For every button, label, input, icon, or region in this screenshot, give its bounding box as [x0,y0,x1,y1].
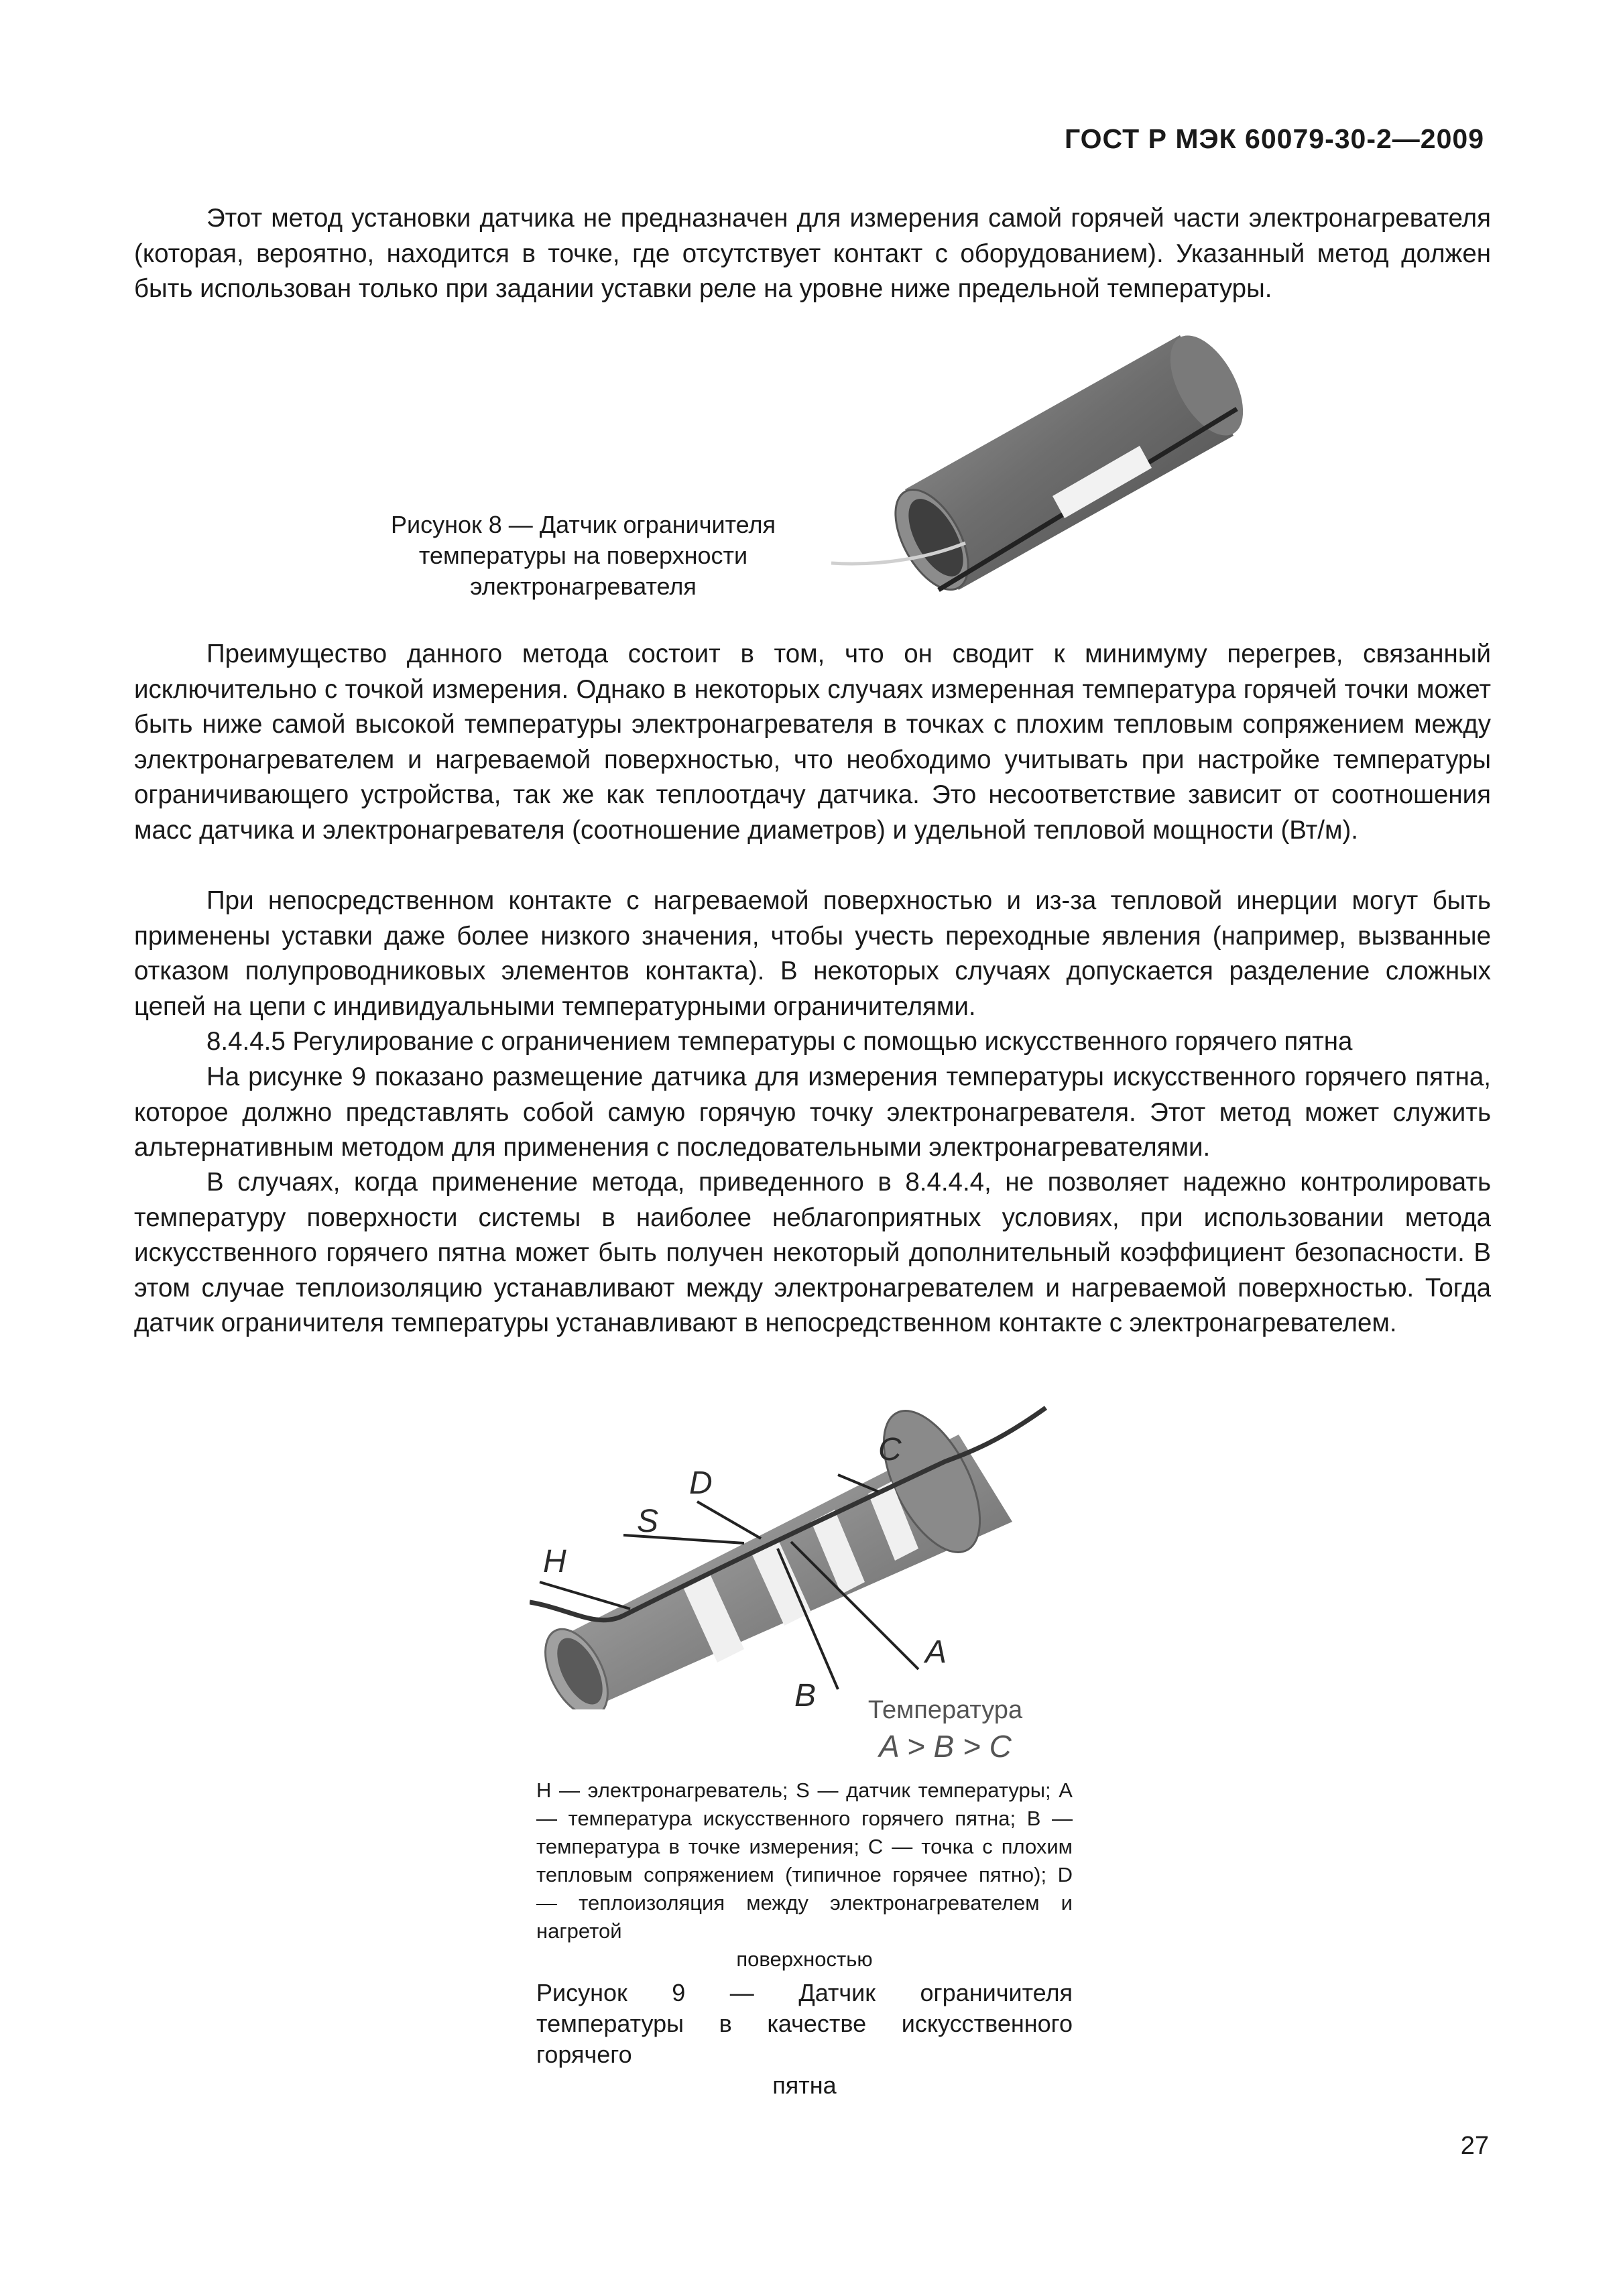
figure-8-image [831,322,1260,630]
label-C: C [878,1432,902,1467]
pipe-shape [881,324,1258,601]
figure-9-legend [536,1776,1073,1974]
label-B: B [794,1678,817,1709]
page-number: 27 [1460,2132,1489,2160]
figure-9-caption-last: пятна [772,2071,837,2099]
paragraph-3: При непосредственном контакте с нагреваемой поверхностью и из-за тепловой инерции могут быть применены уставки даже более низкого значения, чтобы учесть переходные явления (например, вызванные отказом полупроводниковых элементов контакта). В некоторых случаях допускается разделение сложных цепей на цепи с индивидуальными температурными ограничителями. [134,886,1491,1021]
label-A: A [925,1634,947,1670]
document-header: ГОСТ Р МЭК 60079-30-2—2009 [1064,123,1484,154]
figure-9-image [530,1388,1059,1709]
label-D: D [689,1465,713,1501]
label-H: H [543,1544,566,1579]
paragraph-5: На рисунке 9 показано размещение датчика для измерения температуры искусственного горячего пятна, которое должно представлять собой самую горячую точку электронагревателя. Этот метод может служить альтернативным методом для применения с последовательными электронагревателями. [134,1063,1491,1162]
label-S: S [637,1504,659,1539]
figure-8-caption: Рисунок 8 — Датчик ограничителя температуры на поверхности электронагревателя [391,511,776,600]
temperature-label: Температура [867,1696,1023,1724]
temperature-relation: A > B > C [879,1729,1012,1764]
paragraph-2: Преимущество данного метода состоит в том, что он сводит к минимуму перегрев, связанный исключительно с точкой измерения. Однако в некоторых случаях измеренная температура горячей точки может быть ниже самой высокой температуры электронагревателя в точках с плохим тепловым сопряжением между электронагревателем и нагреваемой поверхностью, что необходимо учитывать при настройке температуры ограничивающего устройства, так же как теплоотдачу датчика. Это несоответствие зависит от соотношения масс датчика и электронагревателя (соотношение диаметров) и удельной тепловой мощности (Вт/м). [134,640,1491,845]
paragraph-6: В случаях, когда применение метода, приведенного в 8.4.4.4, не позволяет надежно контролировать температуру поверхности системы в наиболее неблагоприятных условиях, при использовании метода искусственного горячего пятна может быть получен некоторый дополнительный коэффициент безопасности. В этом случае теплоизоляцию устанавливают между электронагревателем и нагреваемой поверхностью. Тогда датчик ограничителя температуры устанавливают в непосредственном контакте с электронагревателем. [134,1168,1491,1337]
figure-9-caption-text: Рисунок 9 — Датчик ограничителя температуры в качестве искусственного горячего [536,1979,1073,2068]
figure-9-caption [536,1978,1073,2101]
paragraph-1: Этот метод установки датчика не предназначен для измерения самой горячей части электронагревателя (которая, вероятно, находится в точке, где отсутствует контакт с оборудованием). Указанный метод должен быть использован только при задании уставки реле на уровне ниже предельной температуры. [134,204,1491,303]
section-heading-8-4-4-5: 8.4.4.5 Регулирование с ограничением температуры с помощью искусственного горячего пятна [206,1027,1353,1056]
figure-9-legend-last: поверхностью [736,1947,873,1971]
figure-9-legend-text: H — электронагреватель; S — датчик температуры; A — температура искусственного горячего пятна; B — температура в точке измерения; C — точка с плохим тепловым сопряжением (типичное горячее пятно); D — теплоизоляция между электронагревателем и нагретой [536,1778,1073,1943]
